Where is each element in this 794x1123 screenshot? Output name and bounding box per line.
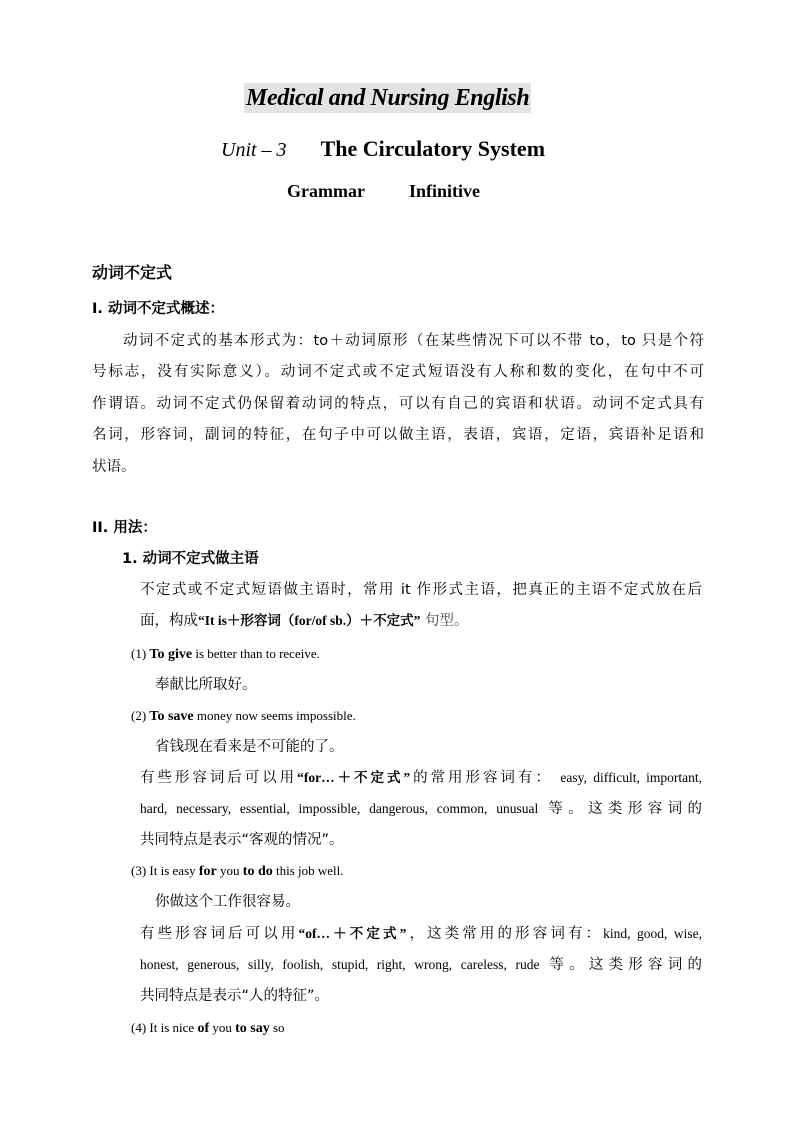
example-1 (131, 645, 320, 664)
example-number: (4) (131, 1020, 147, 1035)
para-text: ，这类常用的形容词有： (406, 926, 604, 942)
example-3 (131, 862, 344, 881)
unit-title: The Circulatory System (320, 136, 546, 161)
for-line (140, 767, 702, 789)
of-line (140, 923, 702, 945)
subsection1-title: 1. 动词不定式做主语 (122, 551, 259, 567)
example-text: you (212, 1020, 232, 1035)
example-4 (131, 1019, 285, 1038)
para-text: 的常用形容词有： (410, 770, 553, 786)
grammar-heading (287, 180, 480, 202)
unit-number: Unit – 3 (221, 139, 287, 161)
intro-text: 句型。 (424, 613, 469, 629)
adjective-list: honest, generous, silly, foolish, stupid, right, wrong, careless, rude (140, 957, 540, 972)
sentence-pattern: “of…＋不定式” (298, 926, 407, 941)
intro-line: 不定式或不定式短语做主语时，常用 it 作形式主语，把真正的主语不定式放在后 (140, 582, 702, 598)
example-text: this job well. (275, 863, 344, 878)
grammar-topic: Infinitive (408, 181, 480, 201)
paragraph-line: 作谓语。动词不定式仍保留着动词的特点，可以有自己的宾语和状语。动词不定式具有 (92, 395, 704, 412)
for-adjectives-paragraph (140, 767, 702, 851)
infinitive-highlight: To save (149, 709, 194, 724)
of-line: 共同特点是表示“人的特征”。 (140, 988, 330, 1004)
for-line (140, 798, 702, 820)
adjective-list: easy, difficult, important, (560, 770, 703, 785)
preposition-highlight: of (197, 1021, 210, 1036)
example-text: is better than to receive. (195, 646, 320, 661)
example-number: (2) (131, 708, 147, 723)
adjective-list: hard, necessary, essential, impossible, dangerous, common, unusual (140, 801, 539, 816)
of-adjectives-paragraph (140, 923, 702, 1007)
para-text: 等。这类形容词的 (548, 801, 703, 817)
unit-heading (221, 135, 545, 164)
example-1-translation: 奉献比所取好。 (155, 677, 257, 693)
paragraph-line: 状语。 (92, 458, 136, 475)
example-2-translation: 省钱现在看来是不可能的了。 (155, 739, 344, 755)
example-number: (1) (131, 646, 147, 661)
paragraph-line: 号标志，没有实际意义）。动词不定式或不定式短语没有人称和数的变化，在句中不可 (92, 364, 704, 381)
example-text: so (272, 1020, 285, 1035)
preposition-highlight: for (198, 864, 217, 879)
example-3-translation: 你做这个工作很容易。 (155, 894, 300, 910)
section2-title: II. 用法： (92, 520, 157, 536)
sentence-pattern: “It is＋形容词（for/of sb.）＋不定式” (198, 613, 421, 628)
subsection1-intro (140, 579, 702, 632)
para-text: 有些形容词后可以用 (140, 770, 298, 786)
infinitive-highlight: to do (242, 864, 273, 879)
para-text: 等。这类形容词的 (549, 957, 703, 973)
course-title: Medical and Nursing English (246, 85, 530, 111)
example-text: It is easy (149, 863, 196, 878)
example-text: you (220, 863, 240, 878)
example-number: (3) (131, 863, 147, 878)
paragraph-line: 动词不定式的基本形式为：to＋动词原形（在某些情况下可以不带 to，to 只是个符 (123, 333, 704, 349)
paragraph-line: 名词，形容词，副词的特征，在句子中可以做主语，表语，宾语，定语，宾语补足语和 (92, 427, 704, 444)
example-text: It is nice (149, 1020, 195, 1035)
grammar-label: Grammar (287, 181, 365, 201)
infinitive-highlight: to say (235, 1021, 270, 1036)
of-line (140, 954, 702, 976)
para-text: 有些形容词后可以用 (140, 926, 299, 942)
intro-line (140, 610, 702, 632)
section1-title: I. 动词不定式概述： (92, 301, 224, 317)
example-2 (131, 707, 356, 726)
infinitive-highlight: To give (149, 647, 193, 662)
example-text: money now seems impossible. (196, 708, 356, 723)
sentence-pattern: “for…＋不定式” (297, 770, 411, 785)
for-line: 共同特点是表示“客观的情况”。 (140, 832, 344, 848)
adjective-list: kind, good, wise, (603, 926, 703, 941)
section1-paragraph (92, 326, 704, 483)
main-heading: 动词不定式 (92, 263, 173, 282)
intro-text: 面，构成 (140, 613, 198, 629)
